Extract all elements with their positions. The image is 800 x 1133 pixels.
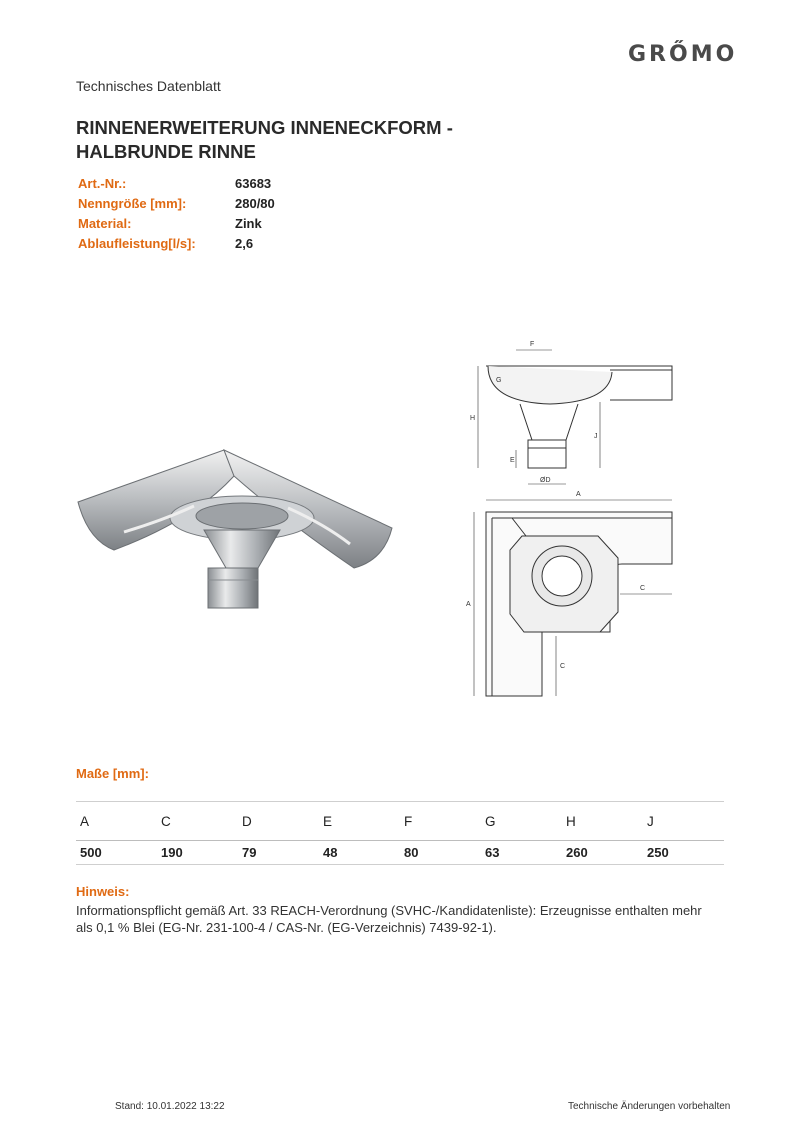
- table-header: A: [80, 813, 90, 829]
- table-cell: 190: [161, 845, 183, 860]
- note-text: Informationspflicht gemäß Art. 33 REACH-Verordnung (SVHC-/Kandidatenliste): Erzeugnisse enthalten mehr als 0,1 % Blei (EG-Nr. 231-100-4 / CAS-Nr. (EG-Verzeichnis) 7439-92-1).: [76, 903, 702, 935]
- table-header: J: [647, 813, 654, 829]
- property-row: [78, 234, 275, 254]
- label-e: E: [510, 457, 515, 464]
- note-heading: Hinweis:: [76, 884, 130, 899]
- property-row: [78, 174, 275, 194]
- table-cell: 79: [242, 845, 257, 860]
- property-row: [78, 194, 275, 214]
- property-label: Nenngröße [mm]:: [78, 196, 187, 211]
- table-header: F: [404, 813, 413, 829]
- label-c-bottom: C: [560, 663, 566, 670]
- table-cell: 250: [647, 845, 669, 860]
- table-row: [76, 841, 724, 865]
- footer-disclaimer: Technische Änderungen vorbehalten: [568, 1101, 731, 1112]
- property-value: 280/80: [235, 196, 275, 211]
- table-header: D: [242, 813, 252, 829]
- dimensions-table: [76, 801, 724, 865]
- page-title: [76, 116, 596, 164]
- property-label: Ablaufleistung[l/s]:: [78, 236, 196, 251]
- table-cell: 48: [323, 845, 338, 860]
- product-photo: [74, 440, 396, 612]
- dimensions-heading: Maße [mm]:: [76, 766, 149, 781]
- table-header: E: [323, 813, 333, 829]
- title-line-2: HALBRUNDE RINNE: [76, 141, 256, 162]
- label-c-right: C: [640, 585, 646, 592]
- property-row: [78, 214, 275, 234]
- product-properties: [78, 174, 275, 254]
- technical-drawing: [460, 332, 682, 708]
- document-type: Technisches Datenblatt: [76, 78, 221, 94]
- label-j: J: [594, 433, 598, 440]
- label-d: ØD: [540, 477, 551, 484]
- table-header-row: [76, 801, 724, 841]
- property-value: Zink: [235, 216, 262, 231]
- table-header: G: [485, 813, 496, 829]
- table-cell: 500: [80, 845, 102, 860]
- property-value: 2,6: [235, 236, 254, 251]
- property-label: Material:: [78, 216, 132, 231]
- table-header: H: [566, 813, 576, 829]
- label-a-side: A: [466, 601, 471, 608]
- label-g: G: [496, 377, 502, 384]
- footer-date: Stand: 10.01.2022 13:22: [115, 1101, 225, 1112]
- table-header: C: [161, 813, 171, 829]
- company-logo: GRŐMO: [628, 42, 738, 67]
- label-f: F: [530, 341, 535, 348]
- label-h: H: [470, 415, 476, 422]
- title-line-1: RINNENERWEITERUNG INNENECKFORM -: [76, 117, 453, 138]
- table-cell: 80: [404, 845, 419, 860]
- property-label: Art.-Nr.:: [78, 176, 127, 191]
- label-a-top: A: [576, 491, 581, 498]
- table-cell: 63: [485, 845, 500, 860]
- table-cell: 260: [566, 845, 588, 860]
- property-value: 63683: [235, 176, 272, 191]
